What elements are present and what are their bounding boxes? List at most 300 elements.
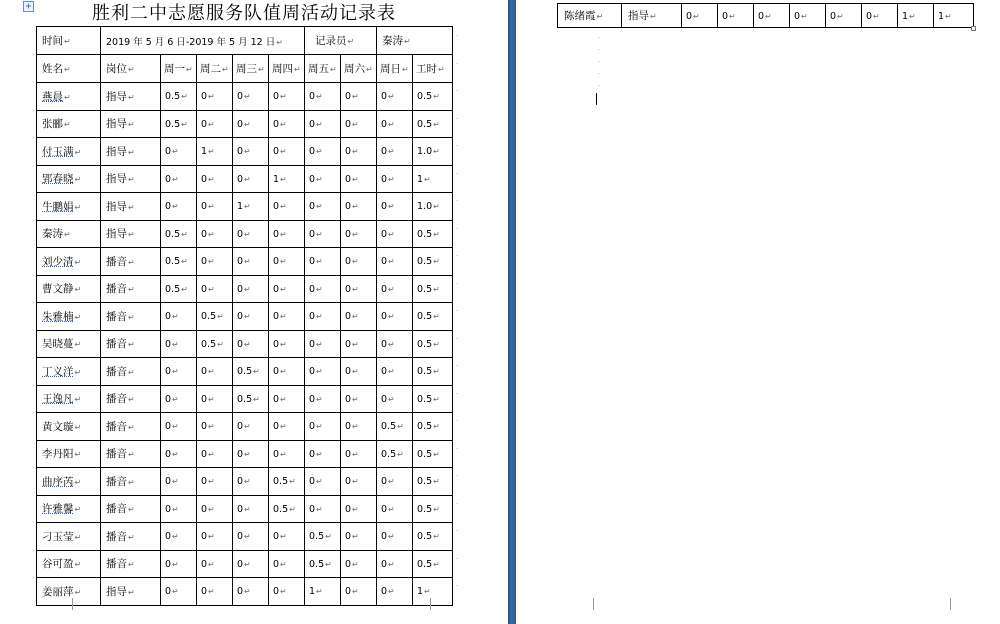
role-cell[interactable]: 指导↵: [101, 578, 161, 606]
name-cell[interactable]: 曹文静↵: [37, 275, 101, 303]
day-cell-text: 0: [165, 503, 172, 515]
hours-cell-text: 0.5: [417, 366, 433, 378]
role-cell-text: 播音: [106, 558, 127, 571]
day-cell[interactable]: 0↵: [269, 330, 305, 358]
day-cell[interactable]: 0↵: [233, 303, 269, 331]
column-header[interactable]: 周五↵: [305, 55, 341, 83]
day-cell[interactable]: 0↵: [341, 220, 377, 248]
day-cell[interactable]: 0↵: [305, 193, 341, 221]
day-cell[interactable]: 0↵: [233, 83, 269, 111]
hours-cell[interactable]: 0.5↵: [413, 358, 453, 386]
day-cell[interactable]: 0↵: [269, 248, 305, 276]
role-cell[interactable]: 指导↵: [101, 165, 161, 193]
hours-cell-text: 0.5: [417, 393, 433, 405]
role-cell-text: 指导: [106, 585, 127, 598]
name-cell[interactable]: 秦涛↵: [37, 220, 101, 248]
day-cell[interactable]: 0.5↵: [197, 303, 233, 331]
hours-cell-text: 1: [938, 10, 945, 22]
day-cell-text: 0: [273, 228, 280, 240]
day-cell[interactable]: 0↵: [377, 165, 413, 193]
day-cell[interactable]: 0↵: [341, 578, 377, 606]
day-cell[interactable]: 0↵: [341, 303, 377, 331]
day-cell[interactable]: 0↵: [305, 138, 341, 166]
table-row: [37, 468, 453, 496]
day-cell[interactable]: 0.5↵: [197, 330, 233, 358]
day-cell[interactable]: 0↵: [161, 358, 197, 386]
day-cell[interactable]: 0↵: [377, 330, 413, 358]
hours-cell-text: 0.5: [417, 228, 433, 240]
day-cell[interactable]: 0↵: [233, 275, 269, 303]
day-cell[interactable]: 0.5↵: [269, 468, 305, 496]
day-cell[interactable]: 0↵: [161, 495, 197, 523]
day-cell[interactable]: 0↵: [341, 385, 377, 413]
day-cell-text: 0: [237, 283, 244, 295]
hours-cell[interactable]: 1.0↵: [413, 193, 453, 221]
day-cell-text: 0: [237, 586, 244, 598]
hours-cell[interactable]: 1↵: [413, 578, 453, 606]
day-cell-text: 0: [309, 366, 316, 378]
row-end-mark: ·: [456, 252, 459, 260]
day-cell[interactable]: 0↵: [305, 413, 341, 441]
column-header[interactable]: 周三↵: [233, 55, 269, 83]
day-cell[interactable]: 0↵: [197, 495, 233, 523]
document-title: 胜利二中志愿服务队值周活动记录表: [92, 3, 396, 24]
name-cell[interactable]: 付玉满↵: [37, 138, 101, 166]
name-cell[interactable]: 谷可盈↵: [37, 550, 101, 578]
role-cell[interactable]: 指导↵: [101, 138, 161, 166]
role-cell[interactable]: 指导↵: [101, 220, 161, 248]
column-header[interactable]: 周二↵: [197, 55, 233, 83]
day-cell-text: 0: [345, 421, 352, 433]
day-cell[interactable]: 0↵: [197, 578, 233, 606]
day-cell-text: 1: [273, 173, 280, 185]
table-row: [37, 110, 453, 138]
day-cell[interactable]: 0↵: [161, 330, 197, 358]
day-cell[interactable]: 0↵: [161, 468, 197, 496]
day-cell[interactable]: 0↵: [197, 358, 233, 386]
column-header[interactable]: 工时↵: [413, 55, 453, 83]
day-cell[interactable]: 0.5↵: [161, 220, 197, 248]
day-cell-text: 0: [237, 338, 244, 350]
day-cell[interactable]: 0↵: [305, 165, 341, 193]
day-cell[interactable]: 0↵: [341, 495, 377, 523]
day-cell[interactable]: 0↵: [269, 193, 305, 221]
day-cell[interactable]: 0↵: [161, 165, 197, 193]
day-cell-text: 0: [237, 146, 244, 158]
day-cell[interactable]: 0↵: [377, 385, 413, 413]
day-cell[interactable]: 0↵: [341, 83, 377, 111]
role-cell-text: 播音: [106, 448, 127, 461]
name-cell[interactable]: 刘少清↵: [37, 248, 101, 276]
hours-cell[interactable]: 0.5↵: [413, 440, 453, 468]
role-cell[interactable]: 播音↵: [101, 440, 161, 468]
day-cell-text: 0: [273, 393, 280, 405]
day-cell[interactable]: 0↵: [269, 275, 305, 303]
hours-cell[interactable]: 0.5↵: [413, 413, 453, 441]
name-cell-text: 陈绪霞: [564, 10, 596, 22]
day-cell[interactable]: 0.5↵: [233, 385, 269, 413]
day-cell[interactable]: 0↵: [269, 138, 305, 166]
hours-cell-text: 1: [417, 173, 424, 185]
day-cell[interactable]: 0↵: [269, 385, 305, 413]
day-cell-text: 1: [309, 586, 316, 598]
day-cell[interactable]: 0↵: [197, 413, 233, 441]
day-cell-text: 0: [345, 503, 352, 515]
table-row: [37, 358, 453, 386]
day-cell-text: 0: [165, 146, 172, 158]
day-cell[interactable]: 0↵: [197, 165, 233, 193]
role-cell[interactable]: 播音↵: [101, 330, 161, 358]
day-cell[interactable]: 0↵: [341, 330, 377, 358]
hours-cell[interactable]: 1↵: [934, 4, 974, 28]
name-cell[interactable]: 朱雅楠↵: [37, 303, 101, 331]
day-cell[interactable]: 0↵: [862, 4, 898, 28]
day-cell-text: 0: [273, 558, 280, 570]
role-cell[interactable]: 播音↵: [101, 385, 161, 413]
day-cell-text: 1: [201, 146, 208, 158]
day-cell[interactable]: 0↵: [305, 220, 341, 248]
name-cell[interactable]: 吴晓蔓↵: [37, 330, 101, 358]
row-end-mark: ·: [456, 334, 459, 343]
day-cell-text: 0.5: [309, 531, 325, 543]
day-cell[interactable]: 0↵: [197, 550, 233, 578]
day-cell[interactable]: 0↵: [233, 550, 269, 578]
day-cell[interactable]: 0↵: [341, 523, 377, 551]
day-cell[interactable]: 0↵: [269, 358, 305, 386]
day-cell[interactable]: 0↵: [233, 110, 269, 138]
day-cell-text: 0: [237, 558, 244, 570]
day-cell[interactable]: 0↵: [341, 248, 377, 276]
day-cell[interactable]: 0↵: [233, 220, 269, 248]
day-cell[interactable]: 0↵: [233, 138, 269, 166]
role-cell[interactable]: 指导↵: [101, 83, 161, 111]
day-cell[interactable]: 0↵: [269, 110, 305, 138]
name-cell[interactable]: 曲序芮↵: [37, 468, 101, 496]
day-cell[interactable]: 0.5↵: [161, 110, 197, 138]
time-value-cell[interactable]: 2019 年 5 月 6 日-2019 年 5 月 12 日↵: [101, 27, 305, 55]
name-cell[interactable]: 牛鹏娟↵: [37, 193, 101, 221]
role-cell[interactable]: 播音↵: [101, 413, 161, 441]
day-cell-text: 0: [794, 10, 801, 22]
role-cell-text: 播音: [106, 255, 127, 268]
row-end-mark: ·: [456, 142, 459, 150]
role-cell[interactable]: 指导↵: [101, 193, 161, 221]
day-cell-text: 0: [345, 118, 352, 130]
day-cell[interactable]: 1↵: [269, 165, 305, 193]
day-cell[interactable]: 0↵: [305, 385, 341, 413]
day-cell-text: 0.5: [309, 558, 325, 570]
day-cell-text: 0: [201, 503, 208, 515]
day-cell-text: 0: [381, 558, 388, 570]
role-cell-text: 播音: [106, 475, 127, 488]
day-cell[interactable]: 1↵: [898, 4, 934, 28]
day-cell[interactable]: 0↵: [341, 358, 377, 386]
name-cell[interactable]: 丁义洋↵: [37, 358, 101, 386]
day-cell[interactable]: 0↵: [197, 275, 233, 303]
recorder-label-cell[interactable]: 记录员↵: [305, 27, 377, 55]
day-cell[interactable]: 0↵: [377, 495, 413, 523]
day-cell[interactable]: 0↵: [754, 4, 790, 28]
day-cell[interactable]: 0↵: [197, 385, 233, 413]
name-cell-text: 张郦: [42, 118, 63, 131]
day-cell[interactable]: 0↵: [233, 495, 269, 523]
day-cell[interactable]: 0↵: [377, 83, 413, 111]
name-cell-text: 曹文静: [42, 283, 74, 296]
day-cell[interactable]: 1↵: [233, 193, 269, 221]
day-cell[interactable]: 0↵: [341, 165, 377, 193]
day-cell[interactable]: 0↵: [233, 440, 269, 468]
day-cell[interactable]: 0.5↵: [377, 440, 413, 468]
day-cell-text: 1: [237, 201, 244, 213]
day-cell[interactable]: 0↵: [377, 358, 413, 386]
day-cell[interactable]: 0↵: [305, 358, 341, 386]
day-cell[interactable]: 0↵: [269, 303, 305, 331]
day-cell[interactable]: 0↵: [305, 468, 341, 496]
day-cell[interactable]: 0↵: [377, 578, 413, 606]
role-cell[interactable]: 播音↵: [101, 358, 161, 386]
day-cell-text: 0: [273, 283, 280, 295]
name-cell[interactable]: 陈绪霞↵: [558, 4, 622, 28]
role-cell[interactable]: 播音↵: [101, 248, 161, 276]
role-cell[interactable]: 播音↵: [101, 523, 161, 551]
hours-cell[interactable]: 1.0↵: [413, 138, 453, 166]
row-end-mark: ·: [456, 307, 459, 315]
column-header[interactable]: 周日↵: [377, 55, 413, 83]
day-cell-text: 1: [902, 10, 909, 22]
day-cell[interactable]: 0↵: [377, 275, 413, 303]
day-cell-text: 0: [201, 558, 208, 570]
time-label-cell[interactable]: 时间↵: [37, 27, 101, 55]
day-cell[interactable]: 0↵: [790, 4, 826, 28]
day-cell[interactable]: 0↵: [341, 550, 377, 578]
record-table-continued: [557, 3, 974, 28]
day-cell[interactable]: 0↵: [197, 440, 233, 468]
day-cell[interactable]: 0.5↵: [161, 248, 197, 276]
name-cell[interactable]: 许雅馨↵: [37, 495, 101, 523]
day-cell-text: 0: [345, 476, 352, 488]
day-cell[interactable]: 0↵: [341, 413, 377, 441]
hours-cell[interactable]: 0.5↵: [413, 385, 453, 413]
name-cell-text: 许雅馨: [42, 503, 74, 516]
day-cell-text: 0: [273, 201, 280, 213]
table-resize-handle[interactable]: [971, 26, 976, 31]
day-cell[interactable]: 0↵: [233, 165, 269, 193]
hours-cell[interactable]: 0.5↵: [413, 248, 453, 276]
role-cell-text: 指导: [628, 10, 649, 22]
day-cell[interactable]: 0↵: [341, 138, 377, 166]
column-header[interactable]: 姓名↵: [37, 55, 101, 83]
column-header[interactable]: 周六↵: [341, 55, 377, 83]
day-cell-text: 0: [381, 366, 388, 378]
day-cell[interactable]: 0.5↵: [269, 495, 305, 523]
day-cell[interactable]: 0↵: [377, 550, 413, 578]
day-cell[interactable]: 0↵: [377, 220, 413, 248]
day-cell[interactable]: 0↵: [341, 275, 377, 303]
day-cell[interactable]: 0↵: [233, 523, 269, 551]
hours-cell[interactable]: 0.5↵: [413, 220, 453, 248]
day-cell-text: 0: [237, 476, 244, 488]
day-cell[interactable]: 0↵: [161, 413, 197, 441]
role-cell[interactable]: 播音↵: [101, 275, 161, 303]
day-cell[interactable]: 0↵: [233, 468, 269, 496]
day-cell[interactable]: 0↵: [233, 248, 269, 276]
day-cell[interactable]: 0↵: [233, 413, 269, 441]
recorder-value-cell[interactable]: 秦涛↵: [377, 27, 453, 55]
day-cell[interactable]: 0↵: [341, 440, 377, 468]
hours-cell[interactable]: 0.5↵: [413, 468, 453, 496]
day-cell[interactable]: 0↵: [161, 578, 197, 606]
day-cell[interactable]: 0↵: [197, 248, 233, 276]
day-cell-text: 0: [165, 366, 172, 378]
day-cell[interactable]: 0↵: [341, 468, 377, 496]
day-cell[interactable]: 0↵: [161, 385, 197, 413]
day-cell[interactable]: 0.5↵: [233, 358, 269, 386]
day-cell[interactable]: 0↵: [269, 220, 305, 248]
day-cell[interactable]: 0↵: [305, 110, 341, 138]
table-row: [37, 248, 453, 276]
name-cell-text: 曲序芮: [42, 475, 74, 488]
day-cell-text: 0: [165, 338, 172, 350]
column-header[interactable]: 周四↵: [269, 55, 305, 83]
day-cell[interactable]: 0↵: [197, 193, 233, 221]
day-cell[interactable]: 0↵: [718, 4, 754, 28]
hours-cell[interactable]: 0.5↵: [413, 523, 453, 551]
day-cell-text: 0: [381, 228, 388, 240]
day-cell[interactable]: 0.5↵: [377, 413, 413, 441]
name-cell[interactable]: 郢春晓↵: [37, 165, 101, 193]
day-cell-text: 0: [165, 448, 172, 460]
row-end-mark: ·: [456, 169, 459, 178]
role-cell[interactable]: 播音↵: [101, 303, 161, 331]
day-cell[interactable]: 0↵: [269, 83, 305, 111]
day-cell[interactable]: 0↵: [305, 495, 341, 523]
day-cell[interactable]: 0↵: [233, 578, 269, 606]
day-cell-text: 0: [309, 201, 316, 213]
day-cell[interactable]: 0↵: [305, 303, 341, 331]
name-cell[interactable]: 王逸凡↵: [37, 385, 101, 413]
table-row: [37, 495, 453, 523]
day-cell[interactable]: 0↵: [377, 523, 413, 551]
day-cell-text: 0: [165, 173, 172, 185]
role-cell[interactable]: 指导↵: [101, 110, 161, 138]
day-cell[interactable]: 0↵: [197, 523, 233, 551]
day-cell[interactable]: 0↵: [377, 110, 413, 138]
role-cell[interactable]: 播音↵: [101, 495, 161, 523]
day-cell[interactable]: 0↵: [269, 578, 305, 606]
day-cell[interactable]: 0↵: [341, 193, 377, 221]
day-cell-text: 0: [722, 10, 729, 22]
hours-cell[interactable]: 0.5↵: [413, 495, 453, 523]
day-cell[interactable]: 0↵: [197, 468, 233, 496]
day-cell-text: 0: [345, 531, 352, 543]
hours-cell[interactable]: 0.5↵: [413, 275, 453, 303]
row-end-mark: ·: [456, 389, 459, 398]
day-cell[interactable]: 0↵: [197, 220, 233, 248]
day-cell[interactable]: 0.5↵: [161, 275, 197, 303]
day-cell[interactable]: 0.5↵: [161, 83, 197, 111]
day-cell[interactable]: 0↵: [161, 550, 197, 578]
hours-cell-text: 1: [417, 586, 424, 598]
day-cell[interactable]: 0↵: [269, 413, 305, 441]
hours-cell[interactable]: 1↵: [413, 165, 453, 193]
day-cell-text: 0: [201, 366, 208, 378]
day-cell[interactable]: 0↵: [341, 110, 377, 138]
name-cell[interactable]: 黄文璇↵: [37, 413, 101, 441]
row-end-mark: ·: [456, 444, 459, 453]
day-cell[interactable]: 0↵: [377, 468, 413, 496]
day-cell[interactable]: 0↵: [377, 138, 413, 166]
day-cell[interactable]: 0↵: [682, 4, 718, 28]
day-cell[interactable]: 0↵: [305, 275, 341, 303]
table-move-handle-icon[interactable]: +: [23, 1, 34, 12]
day-cell[interactable]: 0↵: [269, 550, 305, 578]
hours-cell-text: 0.5: [417, 503, 433, 515]
day-cell[interactable]: 0↵: [269, 523, 305, 551]
hours-cell-text: 0.5: [417, 421, 433, 433]
table-row: [558, 4, 974, 28]
day-cell-text: 0: [866, 10, 873, 22]
hours-cell[interactable]: 0.5↵: [413, 110, 453, 138]
name-cell[interactable]: 张郦↵: [37, 110, 101, 138]
role-cell[interactable]: 播音↵: [101, 468, 161, 496]
day-cell[interactable]: 0↵: [826, 4, 862, 28]
day-cell[interactable]: 0.5↵: [305, 523, 341, 551]
day-cell-text: 0: [309, 448, 316, 460]
day-cell[interactable]: 0↵: [377, 248, 413, 276]
day-cell-text: 0: [345, 448, 352, 460]
day-cell[interactable]: 0↵: [161, 138, 197, 166]
column-header-label: 周二: [200, 63, 221, 75]
day-cell-text: 0: [165, 476, 172, 488]
day-cell[interactable]: 0↵: [305, 83, 341, 111]
day-cell[interactable]: 1↵: [305, 578, 341, 606]
role-cell[interactable]: 指导↵: [622, 4, 682, 28]
day-cell[interactable]: 0↵: [305, 440, 341, 468]
day-cell[interactable]: 0.5↵: [305, 550, 341, 578]
name-cell[interactable]: 燕晨↵: [37, 83, 101, 111]
day-cell-text: 0: [201, 228, 208, 240]
role-cell-text: 指导: [106, 118, 127, 131]
day-cell[interactable]: 0↵: [377, 193, 413, 221]
day-cell[interactable]: 0↵: [197, 83, 233, 111]
day-cell-text: 0: [201, 201, 208, 213]
hours-cell[interactable]: 0.5↵: [413, 330, 453, 358]
day-cell[interactable]: 0↵: [377, 303, 413, 331]
day-cell[interactable]: 0↵: [161, 440, 197, 468]
day-cell[interactable]: 0↵: [233, 330, 269, 358]
day-cell[interactable]: 0↵: [161, 303, 197, 331]
name-cell[interactable]: 刁玉莹↵: [37, 523, 101, 551]
name-cell[interactable]: 李丹阳↵: [37, 440, 101, 468]
role-cell-text: 指导: [106, 228, 127, 241]
page-corner-mark: [950, 598, 962, 610]
column-header[interactable]: 周一↵: [161, 55, 197, 83]
day-cell-text: 0.5: [201, 338, 217, 350]
day-cell[interactable]: 0↵: [161, 193, 197, 221]
column-header[interactable]: 岗位↵: [101, 55, 161, 83]
role-cell[interactable]: 播音↵: [101, 550, 161, 578]
day-cell[interactable]: 0↵: [305, 330, 341, 358]
day-cell[interactable]: 1↵: [197, 138, 233, 166]
hours-cell[interactable]: 0.5↵: [413, 550, 453, 578]
name-cell[interactable]: 姜丽萍↵: [37, 578, 101, 606]
hours-cell[interactable]: 0.5↵: [413, 83, 453, 111]
hours-cell[interactable]: 0.5↵: [413, 303, 453, 331]
day-cell[interactable]: 0↵: [269, 440, 305, 468]
day-cell[interactable]: 0↵: [161, 523, 197, 551]
day-cell[interactable]: 0↵: [305, 248, 341, 276]
day-cell[interactable]: 0↵: [197, 110, 233, 138]
